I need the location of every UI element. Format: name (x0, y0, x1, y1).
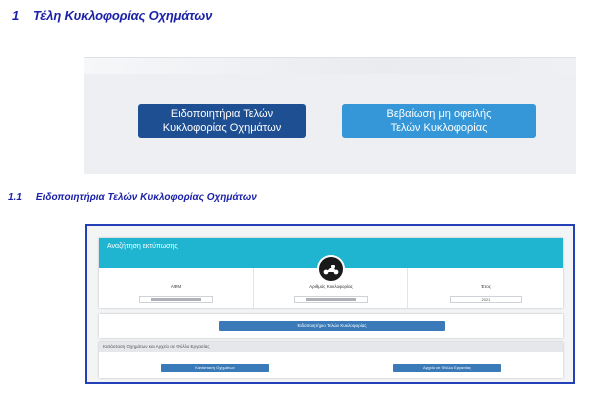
afm-label: ΑΦΜ (170, 284, 182, 289)
section-1-1-title: Ειδοποιητήρια Τελών Κυκλοφορίας Οχημάτων (35, 192, 257, 203)
plate-column (253, 268, 408, 308)
no-debt-certificate-button[interactable] (342, 104, 536, 138)
spreadsheet-export-button[interactable]: Αρχείο σε Φύλλο Εργασίας (393, 364, 501, 372)
print-card (99, 314, 563, 338)
afm-column (99, 268, 253, 308)
plate-input[interactable] (294, 296, 368, 303)
certificate-button-line2: Τελών Κυκλοφορίας (390, 122, 488, 134)
print-notice-button[interactable]: Ειδοποιητήριο Τελών Κυκλοφορίας (219, 321, 445, 331)
top-screenshot-panel (84, 57, 576, 174)
plate-label: Αριθμός Κυκλοφορίας (309, 284, 353, 289)
section-1-heading (12, 8, 212, 23)
year-select[interactable]: 2021 (450, 296, 522, 303)
archive-card (99, 342, 563, 378)
year-column (407, 268, 564, 308)
afm-input[interactable] (139, 296, 213, 303)
panel-top-bar (84, 58, 576, 74)
archive-card-header: Κατάσταση Οχημάτων και Αρχείο σε Φύλλο Εργασίας (99, 342, 563, 352)
section-1-1-number: 1.1 (8, 192, 22, 203)
search-card-title: Αναζήτηση εκτύπωσης (107, 243, 178, 250)
section-1-number: 1 (12, 8, 20, 23)
year-label: Έτος (481, 284, 491, 289)
section-1-title: Τέλη Κυκλοφορίας Οχημάτων (33, 8, 213, 23)
notices-button-line1: Ειδοποιητήρια Τελών (170, 108, 274, 120)
search-print-card (99, 238, 563, 308)
certificate-button-line1: Βεβαίωση μη οφειλής (386, 108, 492, 120)
section-1-1-heading (8, 192, 257, 203)
vehicle-status-button[interactable]: Κατάσταση Οχημάτων (161, 364, 269, 372)
notices-button-line2: Κυκλοφορίας Οχημάτων (162, 122, 282, 134)
notices-button[interactable] (138, 104, 306, 138)
notices-screenshot-frame (85, 224, 575, 384)
